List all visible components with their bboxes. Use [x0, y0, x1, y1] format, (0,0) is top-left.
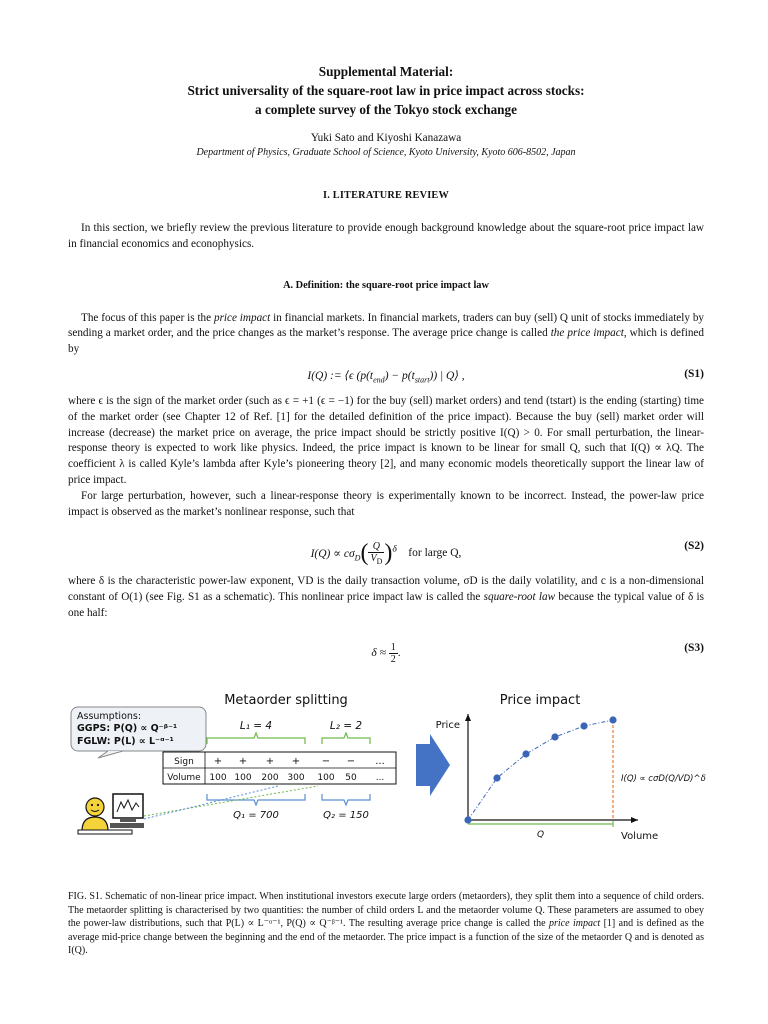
- arrow-icon: [416, 734, 450, 796]
- eq1-sub-start: start: [414, 375, 430, 385]
- data-point: [522, 750, 529, 757]
- sign-cell: +: [265, 756, 275, 767]
- eq3-lhs: δ ≈: [371, 646, 386, 659]
- volume-cell: 100: [209, 773, 227, 783]
- authors: Yuki Sato and Kiyoshi Kanazawa: [310, 132, 462, 144]
- text: , which is defined by: [68, 327, 704, 356]
- figure-s1: [68, 686, 708, 886]
- term-square-root-law: square-root law: [483, 591, 556, 604]
- impact-curve: [468, 720, 613, 820]
- label-L2: L₂ = 2: [329, 720, 363, 732]
- bracket-Q2: [322, 794, 370, 805]
- eq2-numerator: Q: [368, 541, 384, 553]
- label-Q1: Q₁ = 700: [233, 810, 279, 821]
- fig-right-title: Price impact: [499, 693, 581, 708]
- figure-caption: [68, 890, 704, 958]
- bracket-L2: [322, 733, 370, 744]
- eq1-mid: ) − p(t: [384, 369, 415, 382]
- sign-cell: −: [346, 756, 356, 767]
- paragraph-large-perturbation: For large perturbation, however, such a linear-response theory is experimentally known to be incorrect. Instead, the power-law price impact is observed as the market’s nonlinear response, such that: [68, 489, 704, 518]
- eq2-condition: for large Q,: [408, 547, 462, 560]
- title-line-1: Supplemental Material:: [318, 64, 454, 79]
- eq3-tail: .: [397, 646, 401, 659]
- x-axis-arrow: [631, 817, 638, 823]
- data-point: [464, 816, 471, 823]
- term-the-price-impact: the price impact: [550, 327, 624, 340]
- eq2-lhs: I(Q) ∝ cσ: [310, 547, 355, 560]
- sign-cell: ...: [375, 756, 385, 767]
- title-line-2: Strict universality of the square-root law in price impact across stocks:: [187, 83, 585, 98]
- affiliation: Department of Physics, Graduate School of Science, Kyoto University, Kyoto 606-8502, Japan: [196, 147, 576, 158]
- sign-cell: −: [321, 756, 331, 767]
- eq1-lhs: I(Q) := ⟨ϵ (p(t: [307, 369, 374, 382]
- label-Q2: Q₂ = 150: [323, 810, 369, 821]
- data-point: [551, 733, 558, 740]
- subsection-heading: A. Definition: the square-root price impact law: [283, 279, 489, 291]
- paragraph-price-impact: [68, 311, 704, 358]
- section-heading: I. LITERATURE REVIEW: [323, 190, 449, 201]
- impact-formula: I(Q) ∝ cσD(Q/VD)^δ: [621, 774, 706, 784]
- volume-cell: 300: [287, 773, 305, 783]
- label-L1: L₁ = 4: [239, 720, 273, 732]
- paragraph-definition: where ϵ is the sign of the market order (such as ϵ = +1 (ϵ = −1) for the buy (sell) market orders) and tend (tstart) is the ending (starting) time of the market order (see Chapter 12 of Ref. [1] for the detailed definition of the price impact). Because the buy (sell) market order will increase (decrease) the market price on average, the price impact should be strictly positive I(Q) > 0. For small perturbation, the linear-response theory is expected to work like physics. Indeed, the price impact is known to be linear for small Q, such that I(Q) ∝ λQ. The coefficient λ is called Kyle’s lambda after Kyle’s pioneering theory [2], and many economic models theoretically support the linear law of price impact.: [68, 394, 704, 486]
- equation-s2: $I(Q) \propto c\sigma_D$( $\frac{Q}{V_D}$ )$^\delta$ for large Q, (S2): [310, 540, 704, 567]
- paper-title: [68, 62, 704, 119]
- caption-text: [1] and is defined as the average mid-price change between the beginning and the end of the metaorder. The price impact is a function of the size of the metaorder Q and is denoted as I(Q).: [68, 918, 704, 956]
- price-impact-chart: [436, 714, 706, 842]
- q-label: Q: [536, 830, 545, 840]
- eq2-denominator: V: [370, 552, 377, 564]
- sign-cell: +: [291, 756, 301, 767]
- assumptions-title: Assumptions:: [77, 711, 142, 722]
- equation-s3: [68, 628, 704, 670]
- y-axis-label: Price: [435, 720, 460, 731]
- assumptions-tail: [98, 751, 123, 758]
- volume-cell: 100: [234, 773, 252, 783]
- caption-term: price impact: [548, 918, 601, 929]
- paper-page: [68, 62, 704, 676]
- sign-cell: +: [238, 756, 248, 767]
- volume-cell: ...: [375, 773, 385, 783]
- assumption-ggps: GGPS: P(Q) ∝ Q⁻ᵝ⁻¹: [77, 723, 178, 734]
- eq2-sub: D: [354, 552, 361, 562]
- bracket-L1: [207, 733, 305, 744]
- eq3-fraction: [389, 642, 398, 665]
- intro-paragraph: In this section, we briefly review the previous literature to provide enough background knowledge about the square-root price impact law in financial economics and econophysics.: [68, 222, 704, 250]
- row-label-volume: Volume: [167, 773, 201, 783]
- assumption-fglw: FGLW: P(L) ∝ L⁻ᵅ⁻¹: [77, 736, 174, 747]
- link-green: [144, 786, 318, 816]
- x-axis-label: Volume: [621, 831, 659, 842]
- equation-s1: [68, 364, 704, 388]
- data-point: [580, 722, 587, 729]
- eq1-rhs: )) | Q⟩ ,: [429, 369, 465, 382]
- eq2-fraction: [368, 541, 384, 567]
- fig-left-title: Metaorder splitting: [224, 693, 348, 708]
- text: where δ is the characteristic power-law exponent, VD is the daily transaction volume, σD is the daily volatility, and c is a non-dimensional constant of O(1) (see Fig. S1 as a schematic). This nonlinear price impact law is called the: [68, 575, 704, 604]
- data-point: [493, 774, 500, 781]
- y-axis-arrow: [465, 714, 471, 721]
- sign-cell: +: [213, 756, 223, 767]
- volume-cell: 50: [345, 773, 357, 783]
- paragraph-square-root: [68, 574, 704, 621]
- computer-icon: [110, 794, 144, 828]
- eq3-denominator: 2: [390, 653, 396, 665]
- eq3-numerator: 1: [390, 641, 396, 653]
- text: The focus of this paper is the: [81, 311, 214, 324]
- row-label-sign: Sign: [174, 757, 194, 767]
- equation-number-s2: (S2): [684, 540, 704, 553]
- equation-number-s1: (S1): [684, 367, 704, 380]
- caption-text: FIG. S1. Schematic of non-linear price impact. When institutional investors execute large orders (metaorders), they split them into a sequence of child orders. The metaorder splitting is characterised by two quantities: the number of child orders L and the metaorder volume Q. These parameters are assumed to obey the power-law distributions, such that P(L) ∝ L⁻ᵅ⁻¹, P(Q) ∝ Q⁻ᵝ⁻¹. The resulting average price change is called the: [68, 891, 704, 929]
- eq1-sub-end: end: [373, 375, 385, 385]
- volume-cell: 200: [261, 773, 279, 783]
- equation-number-s3: (S3): [684, 641, 704, 654]
- title-line-3: a complete survey of the Tokyo stock exchange: [255, 102, 517, 117]
- data-point: [609, 716, 616, 723]
- text: because the typical value of δ is one half:: [68, 591, 704, 619]
- eq2-exponent: δ: [392, 543, 397, 555]
- volume-cell: 100: [317, 773, 335, 783]
- text: in financial markets. In financial markets, traders can buy (sell) Q unit of stocks immediately by sending a market order, and the price changes as the market’s response. The average price change is called: [68, 311, 705, 340]
- eq2-den-sub: D: [376, 556, 383, 566]
- term-price-impact: price impact: [213, 311, 271, 324]
